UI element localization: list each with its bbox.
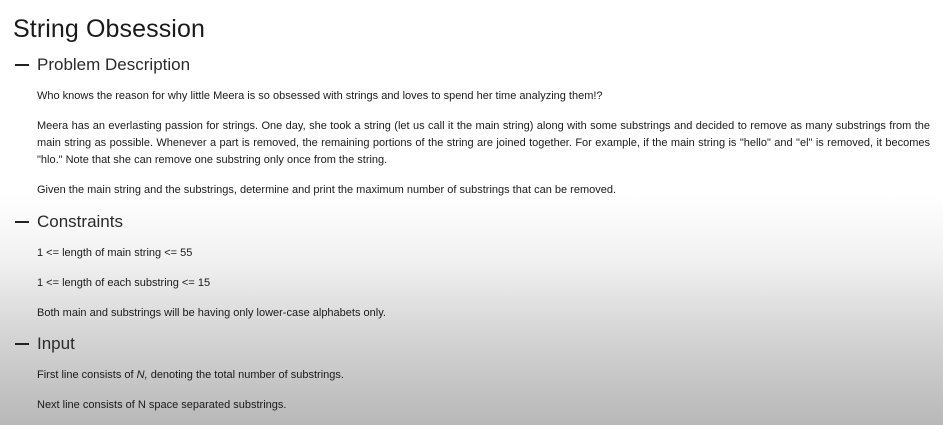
collapse-icon[interactable] <box>15 64 29 66</box>
description-paragraph-1: Who knows the reason for why little Meera is so obsessed with strings and loves to spend her time analyzing them!? <box>37 90 603 102</box>
input-paragraph-2: Next line consists of N space separated substrings. <box>37 399 287 411</box>
description-paragraph-2: Meera has an everlasting passion for strings. One day, she took a string (let us call it the main string) along with some substrings and decided to remove as many substrings from the main string as possible. Whenever a part is removed, the remaining portions of the string are joined together. For example, if the main string is "hello" and "el" is removed, it becomes "hlo." Note that she can remove one substring only once from the string. <box>37 120 930 166</box>
input-variable: N, <box>136 369 148 381</box>
section-label: Input <box>37 334 75 353</box>
section-header-problem-description[interactable] <box>15 55 190 75</box>
section-label: Problem Description <box>37 55 191 74</box>
input-paragraph-1 <box>37 367 930 384</box>
constraint-item-3: Both main and substrings will be having only lower-case alphabets only. <box>37 307 386 319</box>
input-text-after: denoting the total number of substrings. <box>147 369 344 381</box>
description-paragraph-3: Given the main string and the substrings, determine and print the maximum number of substrings that can be removed. <box>37 184 617 196</box>
input-text-before: First line consists of <box>37 369 137 381</box>
collapse-icon[interactable] <box>15 221 29 223</box>
section-header-constraints[interactable] <box>15 212 123 232</box>
constraint-item-1: 1 <= length of main string <= 55 <box>37 247 193 259</box>
section-label: Constraints <box>37 212 123 231</box>
page-title: String Obsession <box>13 15 205 43</box>
collapse-icon[interactable] <box>15 343 29 345</box>
section-header-input[interactable] <box>15 334 75 354</box>
constraint-item-2: 1 <= length of each substring <= 15 <box>37 277 211 289</box>
